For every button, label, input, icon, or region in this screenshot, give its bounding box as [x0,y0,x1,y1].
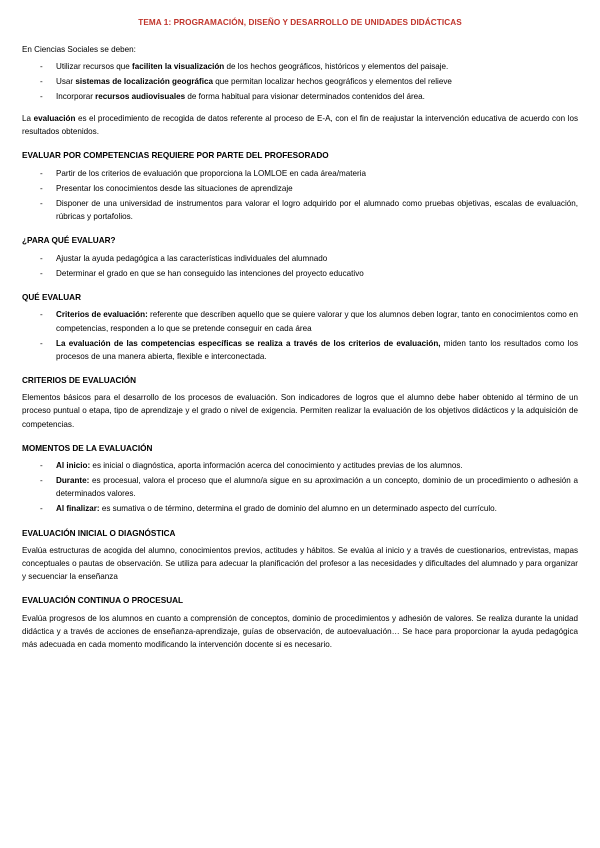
list-item: - Al finalizar: es sumativa o de término, determina el grado de dominio del alumno en un determinado aspecto del currículo. [22,502,578,515]
section-paragraph: Evalúa estructuras de acogida del alumno, conocimientos previos, actitudes y hábitos. Se evalúa al inicio y a través de cuestionarios, entrevistas, mapas conceptuales o pautas de observación. Se utiliza para adecuar la planificación del profesor a las necesidades y dificultades del alumnado y para organizar y secuenciar la enseñanza [22,546,578,582]
document-section [22,292,578,363]
document-section [22,443,578,516]
document-section [22,150,578,223]
list-item: - Determinar el grado en que se han conseguido las intenciones del proyecto educativo [22,267,578,280]
section-heading: CRITERIOS DE EVALUACIÓN [22,375,137,385]
bullet-dash-icon: - [40,476,43,486]
list-item: - Presentar los conocimientos desde las situaciones de aprendizaje [22,182,578,195]
list-item: - Utilizar recursos que faciliten la visualización de los hechos geográficos, históricos y elementos del paisaje. [22,60,578,73]
bullet-dash-icon: - [40,310,43,320]
list-item: - Usar sistemas de localización geográfica que permitan localizar hechos geográficos y elementos del relieve [22,75,578,88]
list-item: - Durante: es procesual, valora el proceso que el alumno/a sigue en su aproximación a un concepto, dominio de un procedimiento o adhesión a determinados valores. [40,476,578,499]
bullet-dash-icon: - [40,461,43,471]
section-heading: EVALUACIÓN INICIAL O DIAGNÓSTICA [22,528,176,538]
section-heading: EVALUAR POR COMPETENCIAS REQUIERE POR PARTE DEL PROFESORADO [22,151,329,161]
bullet-dash-icon: - [40,168,43,178]
section-bullet-list [22,459,578,515]
bullet-dash-icon: - [40,61,43,71]
bullet-dash-icon: - [40,91,43,101]
bullet-dash-icon: - [40,76,43,86]
bullet-dash-icon: - [40,338,43,348]
section-heading: MOMENTOS DE LA EVALUACIÓN [22,443,153,453]
page-title: TEMA 1: PROGRAMACIÓN, DISEÑO Y DESARROLLO DE UNIDADES DIDÁCTICAS [138,18,462,27]
bullet-dash-icon: - [40,253,43,263]
list-item: - La evaluación de las competencias específicas se realiza a través de los criterios de evaluación, miden tanto los resultados como los procesos de una manera abierta, flexible e interconectada. [40,338,578,361]
list-item: - Partir de los criterios de evaluación que proporciona la LOMLOE en cada área/materia [22,167,578,180]
bullet-dash-icon: - [40,268,43,278]
section-heading: EVALUACIÓN CONTINUA O PROCESUAL [22,596,184,606]
evaluacion-definition: La evaluación es el procedimiento de recogida de datos referente al proceso de E-A, con el fin de reajustar la intervención educativa de acuerdo con los resultados obtenidos. [22,114,578,137]
document-section [22,375,578,431]
list-item: - Ajustar la ayuda pedagógica a las características individuales del alumnado [22,252,578,265]
sections-container [22,150,578,651]
list-item: - Disponer de una universidad de instrumentos para valorar el logro adquirido por el alumnado como pruebas objetivas, escalas de evaluación, rúbricas y portafolios. [40,199,578,222]
section-bullet-list [22,308,578,362]
section-bullet-list [22,252,578,280]
section-paragraph: Evalúa progresos de los alumnos en cuanto a comprensión de conceptos, dominio de procedimientos y adhesión de valores. Se realiza durante la unidad didáctica y a través de acciones de enseñanza-aprendizaje, guías de observación, de autoevaluación… Se hace para proporcionar la ayuda pedagógica más adecuada en cada momento modificando la intervención docente si es necesario. [22,613,578,650]
section-heading: ¿PARA QUÉ EVALUAR? [22,236,116,246]
document-section [22,595,578,651]
document-section [22,235,578,280]
bullet-dash-icon: - [40,183,43,193]
bullet-dash-icon: - [40,199,43,209]
intro-bullet-list [22,60,578,103]
list-item: - Criterios de evaluación: referente que describen aquello que se quiere valorar y que los alumnos deben lograr, tanto en conocimientos como en competencias, responden a lo que se pretende conseguir en cada área [40,310,579,333]
section-heading: QUÉ EVALUAR [22,292,81,302]
document-section [22,528,578,584]
bullet-dash-icon: - [40,504,43,514]
intro-line: En Ciencias Sociales se deben: [22,44,136,54]
section-bullet-list [22,167,578,223]
list-item: - Al inicio: es inicial o diagnóstica, aporta información acerca del conocimiento y actitudes previas de los alumnos. [22,459,578,472]
section-paragraph: Elementos básicos para el desarrollo de los procesos de evaluación. Son indicadores de logros que el alumno debe haber obtenido al término de un proceso puntual o etapa, tipo de aprendizaje y el grado o nivel de exigencia. Permiten realizar la evaluación de los objetivos didácticos y la adquisición de competencias. [22,393,578,429]
list-item: - Incorporar recursos audiovisuales de forma habitual para visionar determinados contenidos del área. [22,90,578,103]
